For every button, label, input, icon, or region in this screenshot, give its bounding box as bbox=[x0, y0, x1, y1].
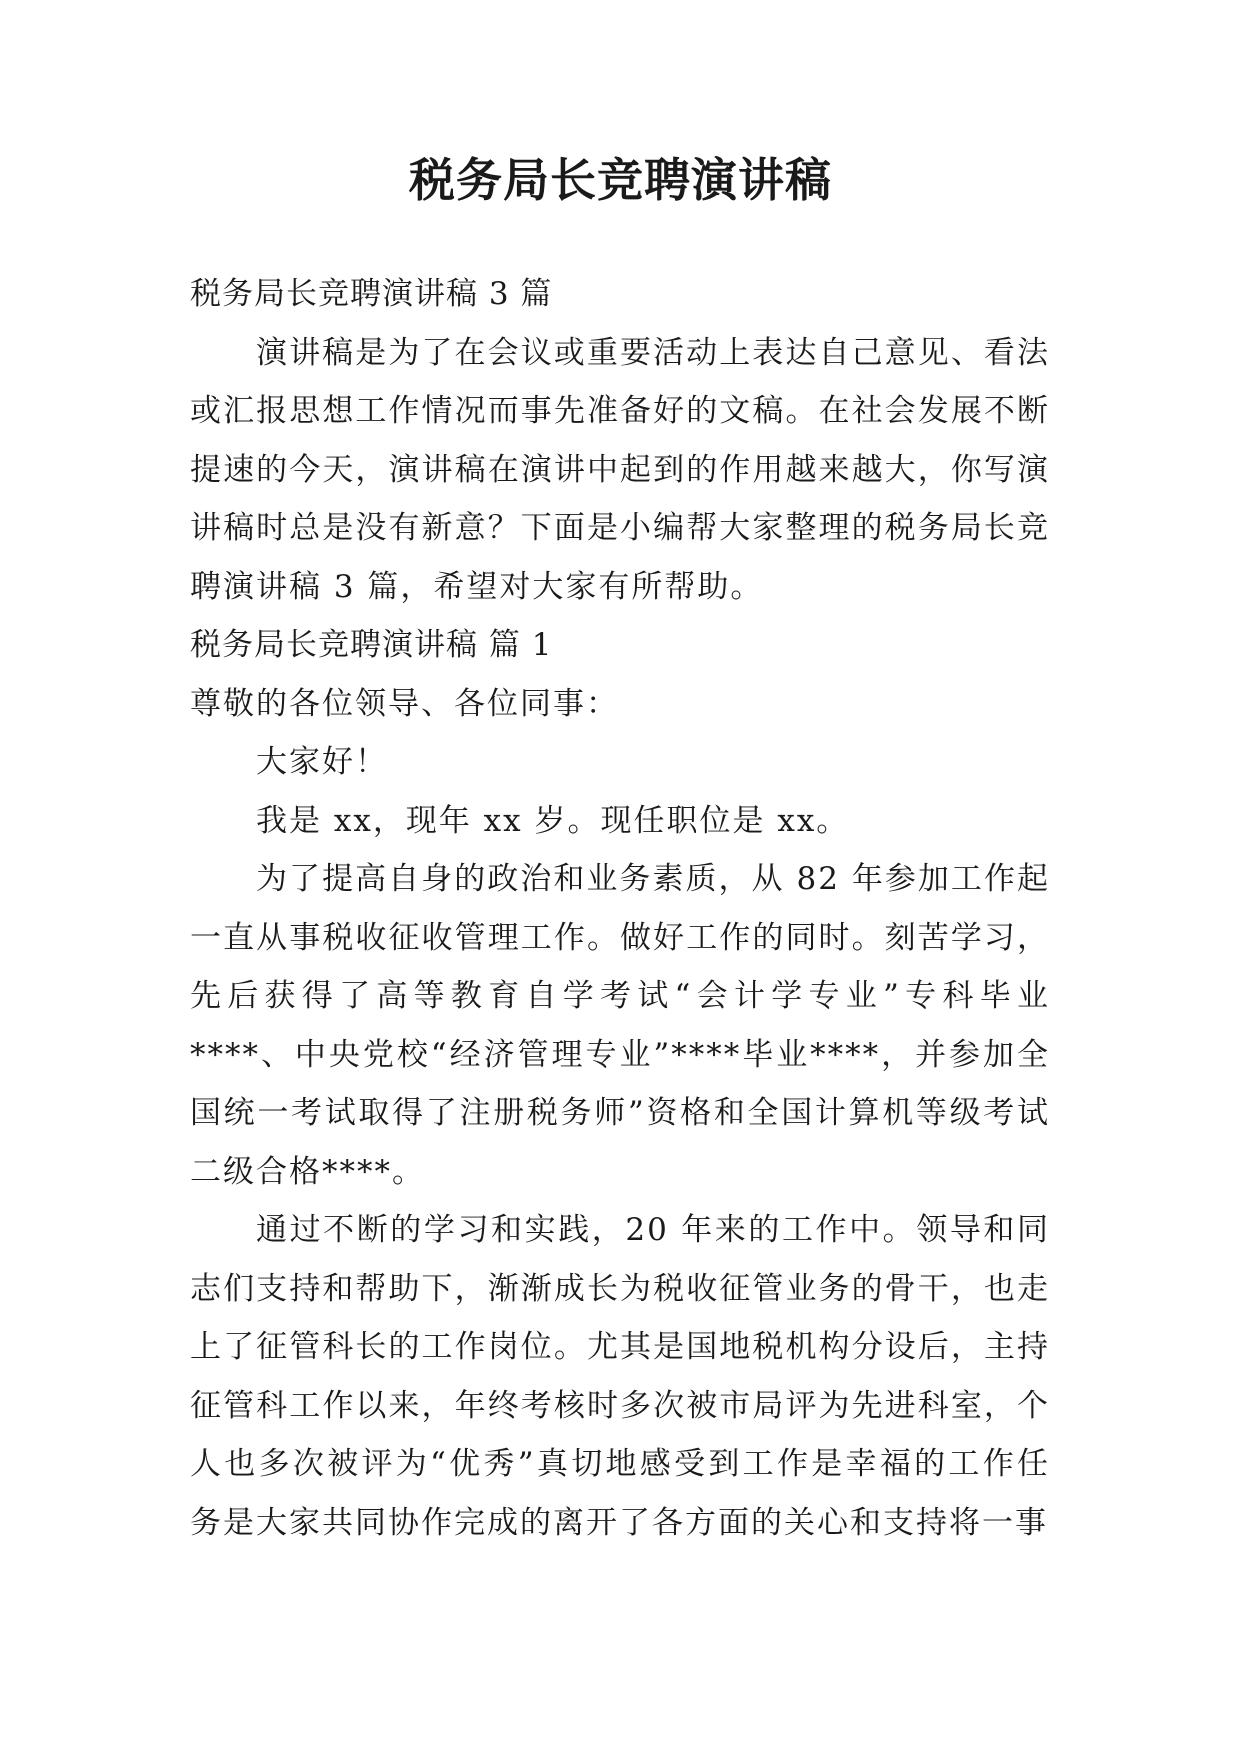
intro-paragraph: 演讲稿是为了在会议或重要活动上表达自己意见、看法或汇报思想工作情况而事先准备好的文稿。在社会发展不断提速的今天，演讲稿在演讲中起到的作用越来越大，你写演讲稿时总是没有新意？下面是小编帮大家整理的税务局长竞聘演讲稿 3 篇，希望对大家有所帮助。 bbox=[190, 334, 1050, 605]
document-body bbox=[190, 265, 1050, 1552]
document-subtitle: 税务局长竞聘演讲稿 3 篇 bbox=[190, 276, 553, 312]
body-paragraph-1: 为了提高自身的政治和业务素质，从 82 年参加工作起一直从事税收征收管理工作。做好工作的同时。刻苦学习，先后获得了高等教育自学考试“会计学专业”专科毕业****、中央党校“经济管理专业”****毕业****，并参加全国统一考试取得了注册税务师”资格和全国计算机等级考试二级合格****。 bbox=[190, 861, 1050, 1190]
greeting: 大家好！ bbox=[256, 744, 388, 780]
document-title: 税务局长竞聘演讲稿 bbox=[409, 153, 832, 207]
self-introduction: 我是 xx，现年 xx 岁。现任职位是 xx。 bbox=[256, 802, 850, 839]
body-paragraph-2: 通过不断的学习和实践，20 年来的工作中。领导和同志们支持和帮助下，渐渐成长为税收征管业务的骨干，也走上了征管科长的工作岗位。尤其是国地税机构分设后，主持征管科工作以来，年终考核时多次被市局评为先进科室，个人也多次被评为“优秀”真切地感受到工作是幸福的工作任务是大家共同协作完成的离开了各方面的关心和支持将一事 bbox=[190, 1212, 1050, 1541]
section-heading: 税务局长竞聘演讲稿 篇 1 bbox=[190, 627, 553, 663]
salutation: 尊敬的各位领导、各位同事： bbox=[190, 685, 619, 722]
